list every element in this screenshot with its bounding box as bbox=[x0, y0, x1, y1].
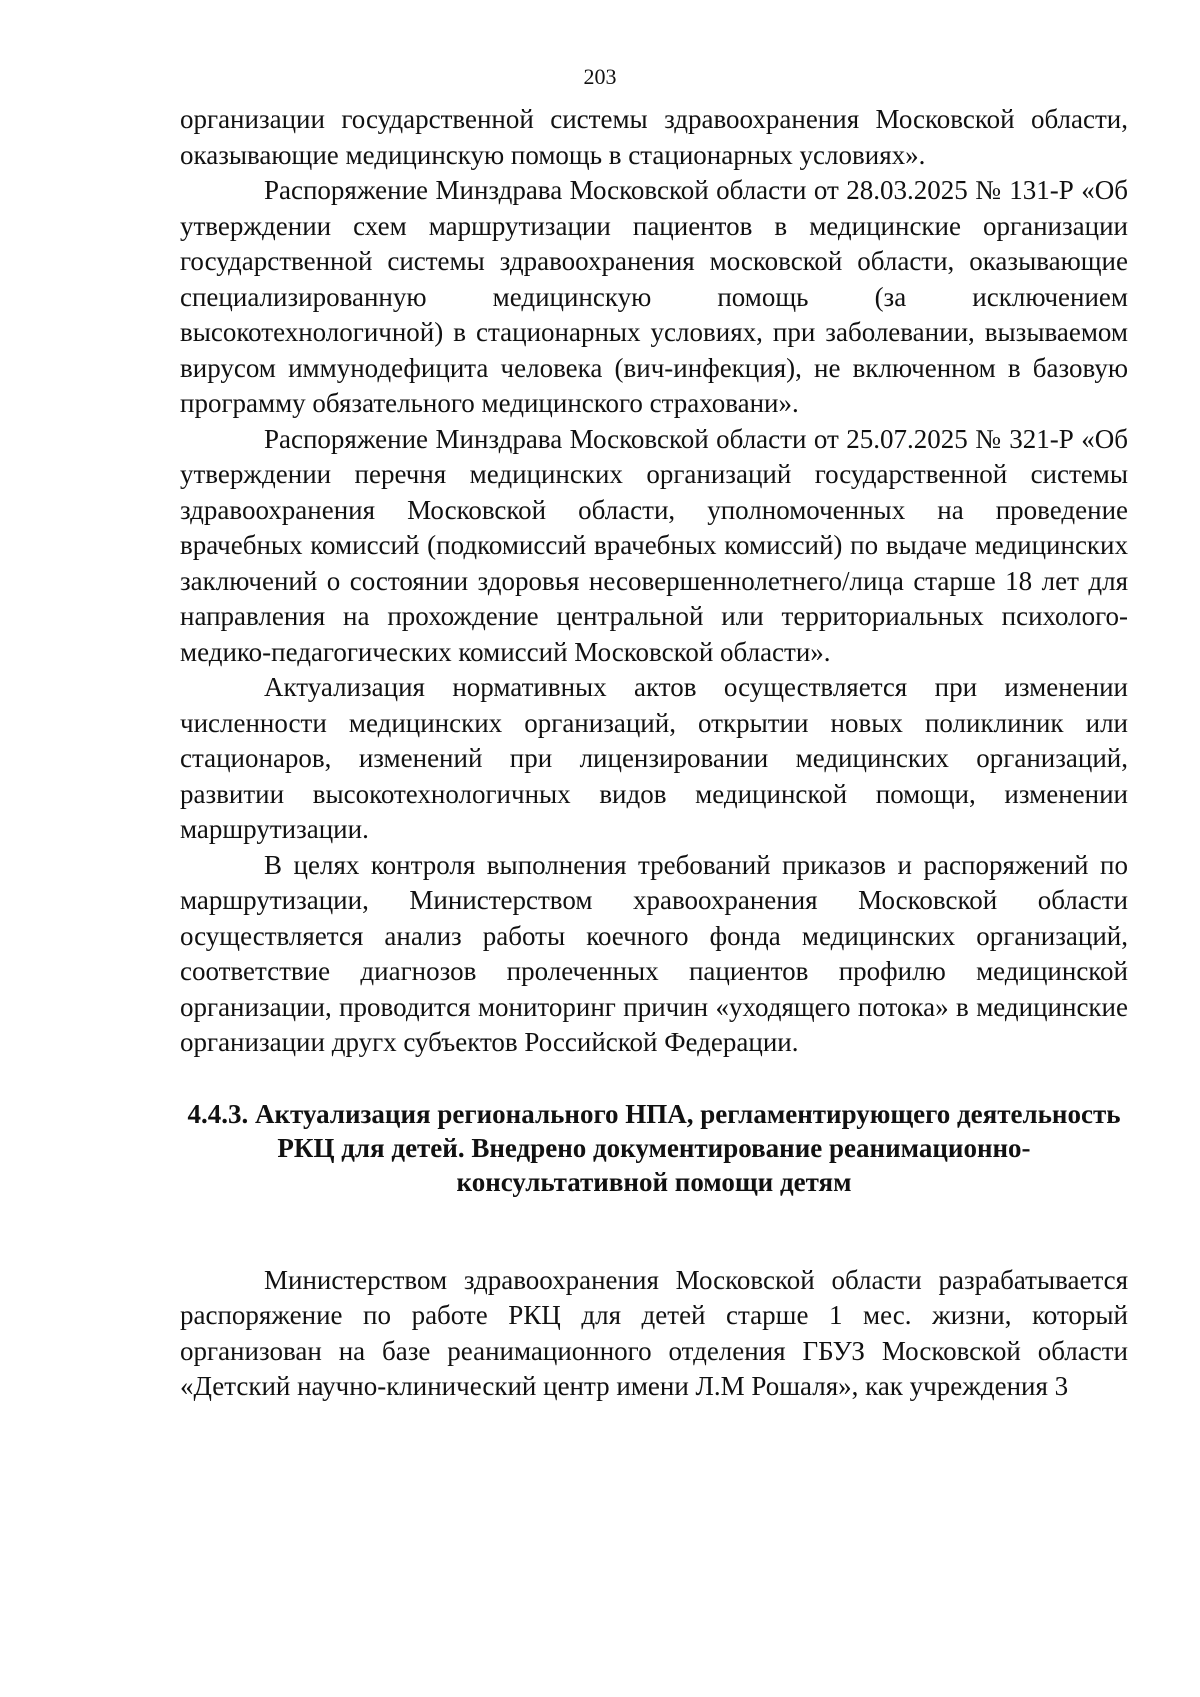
paragraph-actualization: Актуализация нормативных актов осуществляется при изменении численности медицинских организаций, открытии новых поликлиник или стационаров, изменений при лицензировании медицинских организаций, развитии высокотехнологичных видов медицинской помощи, изменении маршрутизации. bbox=[180, 672, 1128, 844]
paragraph-control: В целях контроля выполнения требований приказов и распоряжений по маршрутизации, Министерством хравоохранения Московской области осуществляется анализ работы коечного фонда медицинских организаций, соответствие диагнозов пролеченных пациентов профилю медицинской организации, проводится мониторинг причин «уходящего потока» в медицинские организации другх субъектов Российской Федерации. bbox=[180, 849, 1128, 1057]
paragraph-continuation: организации государственной системы здравоохранения Московской области, оказывающие медицинскую помощь в стационарных условиях». bbox=[180, 104, 1128, 170]
paragraph-rkc: Министерством здравоохранения Московской области разрабатывается распоряжение по работе РКЦ для детей старше 1 мес. жизни, который организован на базе реанимационного отделения ГБУЗ Московской области «Детский научно-клинический центр имени Л.М Рошаля», как учреждения 3 bbox=[180, 1264, 1128, 1401]
paragraph-order-321: Распоряжение Минздрава Московской области от 25.07.2025 № 321-Р «Об утверждении перечня медицинских организаций государственной системы здравоохранения Московской области, уполномоченных на проведение врачебных комиссий (подкомиссий врачебных комиссий) по выдаче медицинских заключений о состоянии здоровья несовершеннолетнего/лица старше 18 лет для направления на прохождение центральной или территориальных психолого-медико-педагогических комиссий Московской области». bbox=[180, 423, 1128, 667]
page-number: 203 bbox=[583, 64, 617, 89]
document-body bbox=[180, 102, 1128, 1405]
section-heading: 4.4.3. Актуализация регионального НПА, регламентирующего деятельность РКЦ для детей. Внедрено документирование реанимационно-консультативной помощи детям bbox=[187, 1098, 1121, 1197]
paragraph-order-131: Распоряжение Минздрава Московской области от 28.03.2025 № 131-Р «Об утверждении схем маршрутизации пациентов в медицинские организации государственной системы здравоохранения московской области, оказывающие специализированную медицинскую помощь (за исключением высокотехнологичной) в стационарных условиях, при заболевании, вызываемом вирусом иммунодефицита человека (вич-инфекция), не включенном в базовую программу обязательного медицинского страховани». bbox=[180, 175, 1128, 418]
